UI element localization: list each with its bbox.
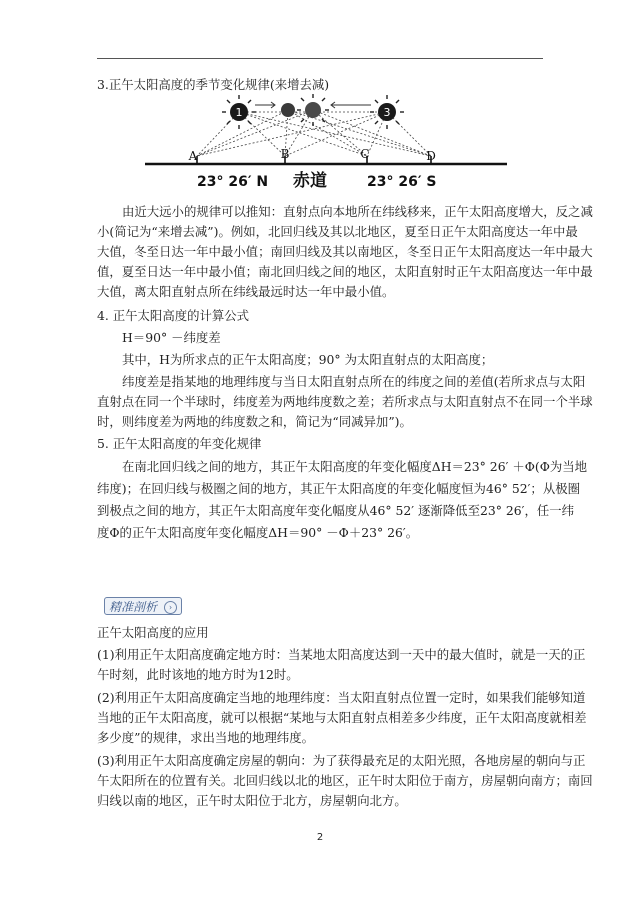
application-item1-line: 午时刻，此时该地的地方时为12时。 <box>97 667 299 682</box>
section4-formula: H＝90° －纬度差 <box>122 330 221 345</box>
sun-3-label: 3 <box>383 106 391 119</box>
page-number: 2 <box>316 832 324 843</box>
precise-analysis-badge <box>104 597 182 615</box>
application-item2-line: (2)利用正午太阳高度确定当地的地理纬度：当太阳直射点位置一定时，如果我们能够知道 <box>97 690 586 705</box>
section5-para-line: 纬度)；在回归线与极圈之间的地方，其正午太阳高度的年变化幅度恒为46° 52′；从极圈 <box>97 481 580 496</box>
diagram-right-label: 23° 26′ S <box>367 174 437 190</box>
section3-para-line: 大值，冬至日达一年中最小值；南回归线及其以南地区，冬至日正午太阳高度达一年中最大 <box>97 244 593 259</box>
diagram-left-label: 23° 26′ N <box>197 174 269 190</box>
application-item3-line: (3)利用正午太阳高度确定房屋的朝向：为了获得最充足的太阳光照，各地房屋的朝向与正 <box>97 753 586 768</box>
section3-heading: 3.正午太阳高度的季节变化规律(来增去减) <box>97 77 330 92</box>
section4-para-line: 时，则纬度差为两地的纬度数之和，简记为“同减异加”)。 <box>97 414 412 429</box>
noon-sun-diagram <box>135 94 515 194</box>
section5-para-line: 到极点之间的地方，其正午太阳高度年变化幅度从46° 52′ 逐渐降低至23° 26′，任一纬 <box>97 503 575 518</box>
application-item1-line: (1)利用正午太阳高度确定地方时：当某地太阳高度达到一天中的最大值时，就是一天的正 <box>97 647 586 662</box>
section3-para-line: 小(简记为“来增去减”)。例如，北回归线及其以北地区，夏至日正午太阳高度达一年中最 <box>97 224 578 239</box>
sun-2-icon <box>281 103 295 117</box>
application-title: 正午太阳高度的应用 <box>97 625 209 640</box>
diagram-center-label: 赤道 <box>293 171 327 191</box>
point-a-label: A <box>188 149 198 163</box>
application-item3-line: 午太阳所在的位置有关。北回归线以北的地区，正午时太阳位于南方，房屋朝向南方；南回 <box>97 773 593 788</box>
section5-para-line: 在南北回归线之间的地方，其正午太阳高度的年变化幅度ΔH＝23° 26′ ＋Φ(Φ为当地 <box>122 459 588 474</box>
point-d-label: D <box>426 149 436 163</box>
section5-heading: 5. 正午太阳高度的年变化规律 <box>97 436 262 451</box>
sun-1-icon <box>222 95 256 129</box>
section4-heading: 4. 正午太阳高度的计算公式 <box>97 308 250 323</box>
chevron-right-icon: › <box>164 601 177 614</box>
application-item2-line: 多少度”的规律，求出当地的地理纬度。 <box>97 730 314 745</box>
section5-para-line: 度Φ的正午太阳高度年变化幅度ΔH＝90° －Φ＋23° 26′。 <box>97 525 419 540</box>
sun-center-icon <box>297 94 329 126</box>
point-b-label: B <box>280 147 290 161</box>
header-rule <box>97 58 543 59</box>
point-c-label: C <box>360 147 370 161</box>
section3-para-line: 由近大远小的规律可以推知：直射点向本地所在纬线移来，正午太阳高度增大，反之减 <box>122 204 593 219</box>
application-item2-line: 当地的正午太阳高度，就可以根据“某地与太阳直射点相差多少纬度，正午太阳高度就相差 <box>97 710 587 725</box>
section4-explain: 其中，H为所求点的正午太阳高度；90° 为太阳直射点的太阳高度； <box>122 352 494 367</box>
application-item3-line: 归线以南的地区，正午时太阳位于北方，房屋朝向北方。 <box>97 793 407 808</box>
section4-para-line: 直射点在同一个半球时，纬度差为两地纬度数之差；若所求点与太阳直射点不在同一个半球 <box>97 394 593 409</box>
sun-1-label: 1 <box>235 106 243 119</box>
badge-label: 精准剖析 <box>109 600 158 614</box>
section3-para-line: 值，夏至日达一年中最小值；南北回归线之间的地区，太阳直射时正午太阳高度达一年中最 <box>97 264 593 279</box>
section3-para-line: 大值，离太阳直射点所在纬线最远时达一年中最小值。 <box>97 284 395 299</box>
section4-para-line: 纬度差是指某地的地理纬度与当日太阳直射点所在的纬度之间的差值(若所求点与太阳 <box>122 374 586 389</box>
